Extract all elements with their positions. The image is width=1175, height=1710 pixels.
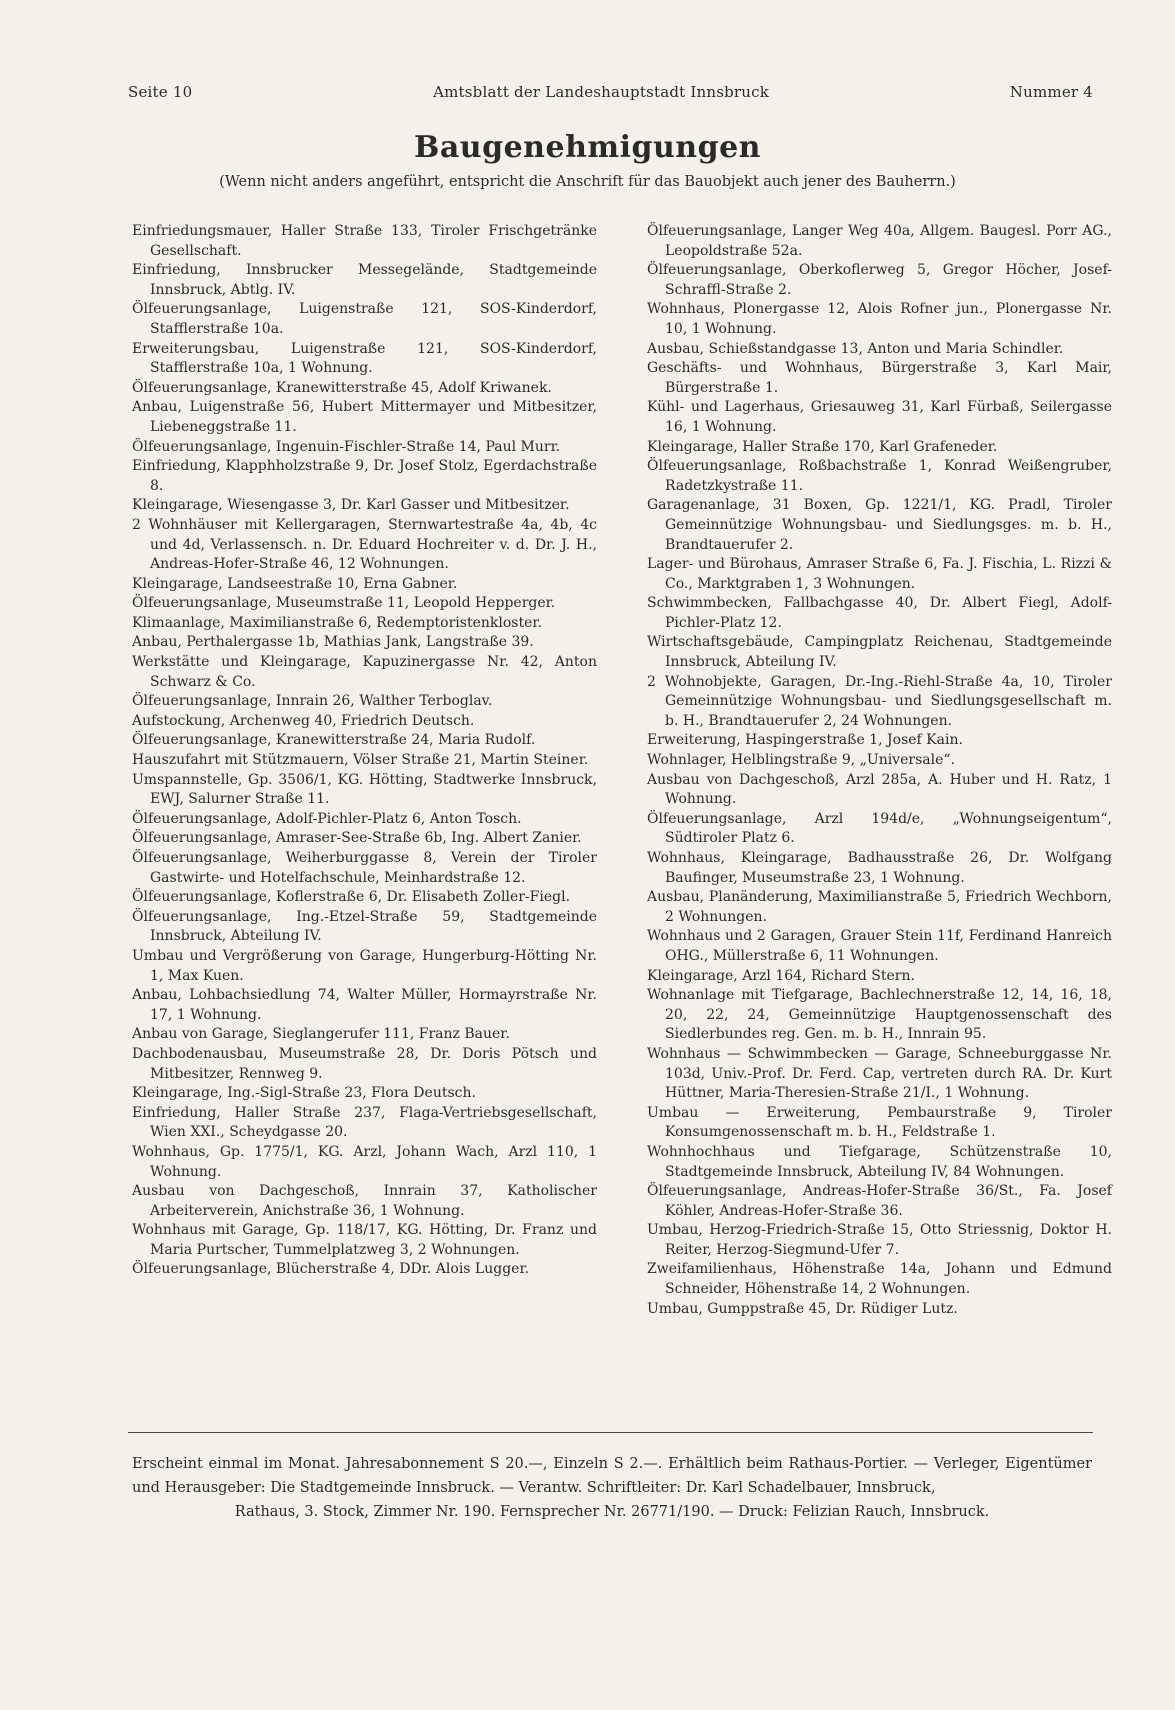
permit-entry: Erweiterungsbau, Luigenstraße 121, SOS-Kinderdorf, Stafflerstraße 10a, 1 Wohnung.: [132, 340, 597, 377]
permit-entry: Ölfeuerungsanlage, Roßbachstraße 1, Konrad Weißengruber, Radetzkystraße 11.: [647, 458, 1112, 494]
permit-entry: Anbau, Perthalergasse 1b, Mathias Jank, Langstraße 39.: [132, 634, 534, 651]
permit-entry: Schwimmbecken, Fallbachgasse 40, Dr. Albert Fiegl, Adolf-Pichler-Platz 12.: [647, 595, 1112, 631]
permit-entry: Ölfeuerungsanlage, Museumstraße 11, Leopold Hepperger.: [132, 595, 556, 612]
permit-entry: Ölfeuerungsanlage, Weiherburggasse 8, Verein der Tiroler Gastwirte- und Hotelfachschule, Meinhardstraße 12.: [132, 850, 597, 886]
permit-entry: Umbau, Gumppstraße 45, Dr. Rüdiger Lutz.: [647, 1300, 958, 1317]
issue-number: Nummer 4: [1009, 83, 1093, 101]
page-title: Baugenehmigungen: [414, 130, 761, 165]
permit-entry: Hauszufahrt mit Stützmauern, Völser Straße 21, Martin Steiner.: [132, 752, 589, 769]
permit-entry: 2 Wohnhäuser mit Kellergaragen, Sternwartestraße 4a, 4b, 4c und 4d, Verlassensch. n. Dr. Eduard Hochreiter v. d. Dr. J. H., Andreas-Hofer-Straße 46, 12 Wohnungen.: [132, 516, 597, 573]
permit-entry: Ölfeuerungsanlage, Arzl 194d/e, „Wohnungseigentum“, Südtiroler Platz 6.: [647, 810, 1112, 847]
permit-entry: Kleingarage, Haller Straße 170, Karl Grafeneder.: [647, 438, 998, 455]
permit-entry: Kleingarage, Ing.-Sigl-Straße 23, Flora Deutsch.: [132, 1085, 476, 1102]
permit-entry: Umbau — Erweiterung, Pembaurstraße 9, Tiroler Konsumgenossenschaft m. b. H., Feldstraße 1.: [647, 1104, 1112, 1141]
permit-entry: Ausbau von Dachgeschoß, Innrain 37, Katholischer Arbeiterverein, Anichstraße 36, 1 Wohnung.: [132, 1183, 597, 1219]
permit-entry: Wohnhaus — Schwimmbecken — Garage, Schneeburggasse Nr. 103d, Univ.-Prof. Dr. Ferd. Cap, vertreten durch RA. Dr. Kurt Hüttner, Maria-Theresien-Straße 21/I., 1 Wohnung.: [647, 1045, 1112, 1102]
permit-entry: Ölfeuerungsanlage, Amraser-See-Straße 6b, Ing. Albert Zanier.: [132, 830, 582, 847]
permit-entry: Lager- und Bürohaus, Amraser Straße 6, Fa. J. Fischia, L. Rizzi & Co., Marktgraben 1, 3 Wohnungen.: [647, 556, 1112, 592]
permit-entry: Klimaanlage, Maximilianstraße 6, Redemptoristenkloster.: [132, 614, 542, 631]
permit-entry: Ölfeuerungsanlage, Adolf-Pichler-Platz 6, Anton Tosch.: [132, 810, 522, 827]
permit-entry: Kleingarage, Arzl 164, Richard Stern.: [647, 967, 915, 984]
permit-entry: Wirtschaftsgebäude, Campingplatz Reichenau, Stadtgemeinde Innsbruck, Abteilung IV.: [647, 634, 1112, 671]
permit-entry: Geschäfts- und Wohnhaus, Bürgerstraße 3, Karl Mair, Bürgerstraße 1.: [647, 360, 1112, 396]
right-column: [647, 222, 1112, 1319]
permit-entry: Umspannstelle, Gp. 3506/1, KG. Hötting, Stadtwerke Innsbruck, EWJ, Salurner Straße 11.: [132, 771, 597, 808]
imprint-line-1: Erscheint einmal im Monat. Jahresabonnement S 20.—, Einzeln S 2.—. Erhältlich beim Rathaus-Portier. — Verleger, Eigentümer und Herausgeber: Die Stadtgemeinde Innsbruck. — Verantw. Schriftleiter: Dr. Karl Schadelbauer, Innsbruck,: [132, 1456, 1092, 1496]
permit-entry: Kühl- und Lagerhaus, Griesauweg 31, Karl Fürbaß, Seilergasse 16, 1 Wohnung.: [647, 399, 1112, 435]
running-header: [128, 83, 1093, 101]
permit-entry: Ölfeuerungsanlage, Ing.-Etzel-Straße 59, Stadtgemeinde Innsbruck, Abteilung IV.: [132, 908, 597, 945]
permit-entry: Wohnhaus, Kleingarage, Badhausstraße 26, Dr. Wolfgang Baufinger, Museumstraße 23, 1 Wohnung.: [647, 850, 1112, 886]
permit-entry: Anbau, Luigenstraße 56, Hubert Mittermayer und Mitbesitzer, Liebeneggstraße 11.: [132, 399, 597, 435]
imprint: [132, 1452, 1092, 1524]
permit-entry: Wohnanlage mit Tiefgarage, Bachlechnerstraße 12, 14, 16, 18, 20, 22, 24, Gemeinnützige Hauptgenossenschaft des Siedlerbundes reg. Gen. m. b. H., Innrain 95.: [647, 987, 1112, 1043]
permit-entry: Ölfeuerungsanlage, Koflerstraße 6, Dr. Elisabeth Zoller-Fiegl.: [132, 889, 571, 906]
permit-entry: Umbau, Herzog-Friedrich-Straße 15, Otto Striessnig, Doktor H. Reiter, Herzog-Siegmund-Ufer 7.: [647, 1222, 1112, 1258]
permit-entry: Erweiterung, Haspingerstraße 1, Josef Kain.: [647, 732, 963, 749]
permit-entry: Wohnhaus, Gp. 1775/1, KG. Arzl, Johann Wach, Arzl 110, 1 Wohnung.: [132, 1143, 597, 1180]
imprint-line-2: Rathaus, 3. Stock, Zimmer Nr. 190. Fernsprecher Nr. 26771/190. — Druck: Felizian Rauch, Innsbruck.: [234, 1504, 990, 1520]
permit-entry: Wohnhaus und 2 Garagen, Grauer Stein 11f, Ferdinand Hanreich OHG., Müllerstraße 6, 11 Wohnungen.: [647, 928, 1112, 964]
permit-entry: Ölfeuerungsanlage, Kranewitterstraße 45, Adolf Kriwanek.: [132, 379, 552, 396]
page-number: Seite 10: [128, 83, 193, 101]
permit-entry: Ölfeuerungsanlage, Innrain 26, Walther Terboglav.: [132, 693, 493, 710]
permit-entry: Ausbau, Schießstandgasse 13, Anton und Maria Schindler.: [647, 340, 1064, 357]
permit-entry: Ausbau von Dachgeschoß, Arzl 285a, A. Huber und H. Ratz, 1 Wohnung.: [647, 771, 1112, 808]
permit-entry: Ölfeuerungsanlage, Luigenstraße 121, SOS-Kinderdorf, Stafflerstraße 10a.: [132, 301, 597, 337]
permit-entry: Ölfeuerungsanlage, Langer Weg 40a, Allgem. Baugesl. Porr AG., Leopoldstraße 52a.: [647, 223, 1112, 259]
permit-entry: Anbau von Garage, Sieglangerufer 111, Franz Bauer.: [132, 1026, 510, 1043]
permit-entry: Aufstockung, Archenweg 40, Friedrich Deutsch.: [132, 712, 475, 729]
permit-entry: Einfriedung, Klapphholzstraße 9, Dr. Josef Stolz, Egerdachstraße 8.: [132, 458, 597, 494]
permit-entry: Einfriedung, Innsbrucker Messegelände, Stadtgemeinde Innsbruck, Abtlg. IV.: [132, 262, 597, 298]
permit-entry: Umbau und Vergrößerung von Garage, Hungerburg-Hötting Nr. 1, Max Kuen.: [132, 947, 597, 984]
left-column: [132, 222, 597, 1280]
permit-entry: Ölfeuerungsanlage, Kranewitterstraße 24, Maria Rudolf.: [132, 732, 536, 749]
permit-entry: Wohnhaus, Plonergasse 12, Alois Rofner jun., Plonergasse Nr. 10, 1 Wohnung.: [647, 301, 1112, 337]
permit-entry: Garagenanlage, 31 Boxen, Gp. 1221/1, KG. Pradl, Tiroler Gemeinnützige Wohnungsbau- und Siedlungsges. m. b. H., Brandtauerufer 2.: [647, 497, 1112, 553]
permit-entry: Dachbodenausbau, Museumstraße 28, Dr. Doris Pötsch und Mitbesitzer, Rennweg 9.: [132, 1045, 597, 1082]
page-subtitle: (Wenn nicht anders angeführt, entspricht die Anschrift für das Bauobjekt auch jener des Bauherrn.): [219, 174, 956, 190]
footer-divider: [128, 1432, 1093, 1433]
permit-entry: Einfriedungsmauer, Haller Straße 133, Tiroler Frischgetränke Gesellschaft.: [132, 223, 597, 259]
permit-entry: Anbau, Lohbachsiedlung 74, Walter Müller, Hormayrstraße Nr. 17, 1 Wohnung.: [132, 987, 597, 1023]
permit-entry: Ölfeuerungsanlage, Oberkoflerweg 5, Gregor Höcher, Josef-Schraffl-Straße 2.: [647, 262, 1112, 298]
permit-entry: Wohnhochhaus und Tiefgarage, Schützenstraße 10, Stadtgemeinde Innsbruck, Abteilung IV, 84 Wohnungen.: [647, 1143, 1112, 1180]
permit-entry: Kleingarage, Wiesengasse 3, Dr. Karl Gasser und Mitbesitzer.: [132, 497, 570, 514]
permit-entry: Wohnlager, Helblingstraße 9, „Universale“.: [647, 752, 955, 769]
permit-entry: Wohnhaus mit Garage, Gp. 118/17, KG. Hötting, Dr. Franz und Maria Purtscher, Tummelplatzweg 3, 2 Wohnungen.: [132, 1222, 597, 1258]
permit-entry: Zweifamilienhaus, Höhenstraße 14a, Johann und Edmund Schneider, Höhenstraße 14, 2 Wohnungen.: [647, 1261, 1112, 1298]
permit-entry: Kleingarage, Landseestraße 10, Erna Gabner.: [132, 575, 458, 592]
permit-entry: Ölfeuerungsanlage, Andreas-Hofer-Straße 36/St., Fa. Josef Köhler, Andreas-Hofer-Straße 36.: [647, 1183, 1112, 1219]
publication-name: Amtsblatt der Landeshauptstadt Innsbruck: [433, 83, 770, 101]
permit-entry: Ölfeuerungsanlage, Ingenuin-Fischler-Straße 14, Paul Murr.: [132, 438, 561, 455]
permit-entry: Werkstätte und Kleingarage, Kapuzinergasse Nr. 42, Anton Schwarz & Co.: [132, 654, 597, 690]
permit-entry: Ausbau, Planänderung, Maximilianstraße 5, Friedrich Wechborn, 2 Wohnungen.: [647, 889, 1112, 925]
permit-entry: Einfriedung, Haller Straße 237, Flaga-Vertriebsgesellschaft, Wien XXI., Scheydgasse 20.: [132, 1104, 597, 1141]
permit-entry: 2 Wohnobjekte, Garagen, Dr.-Ing.-Riehl-Straße 4a, 10, Tiroler Gemeinnützige Wohnungsbau- und Siedlungsgesellschaft m. b. H., Brandtauerufer 2, 24 Wohnungen.: [647, 673, 1112, 729]
permit-entry: Ölfeuerungsanlage, Blücherstraße 4, DDr. Alois Lugger.: [132, 1261, 530, 1278]
